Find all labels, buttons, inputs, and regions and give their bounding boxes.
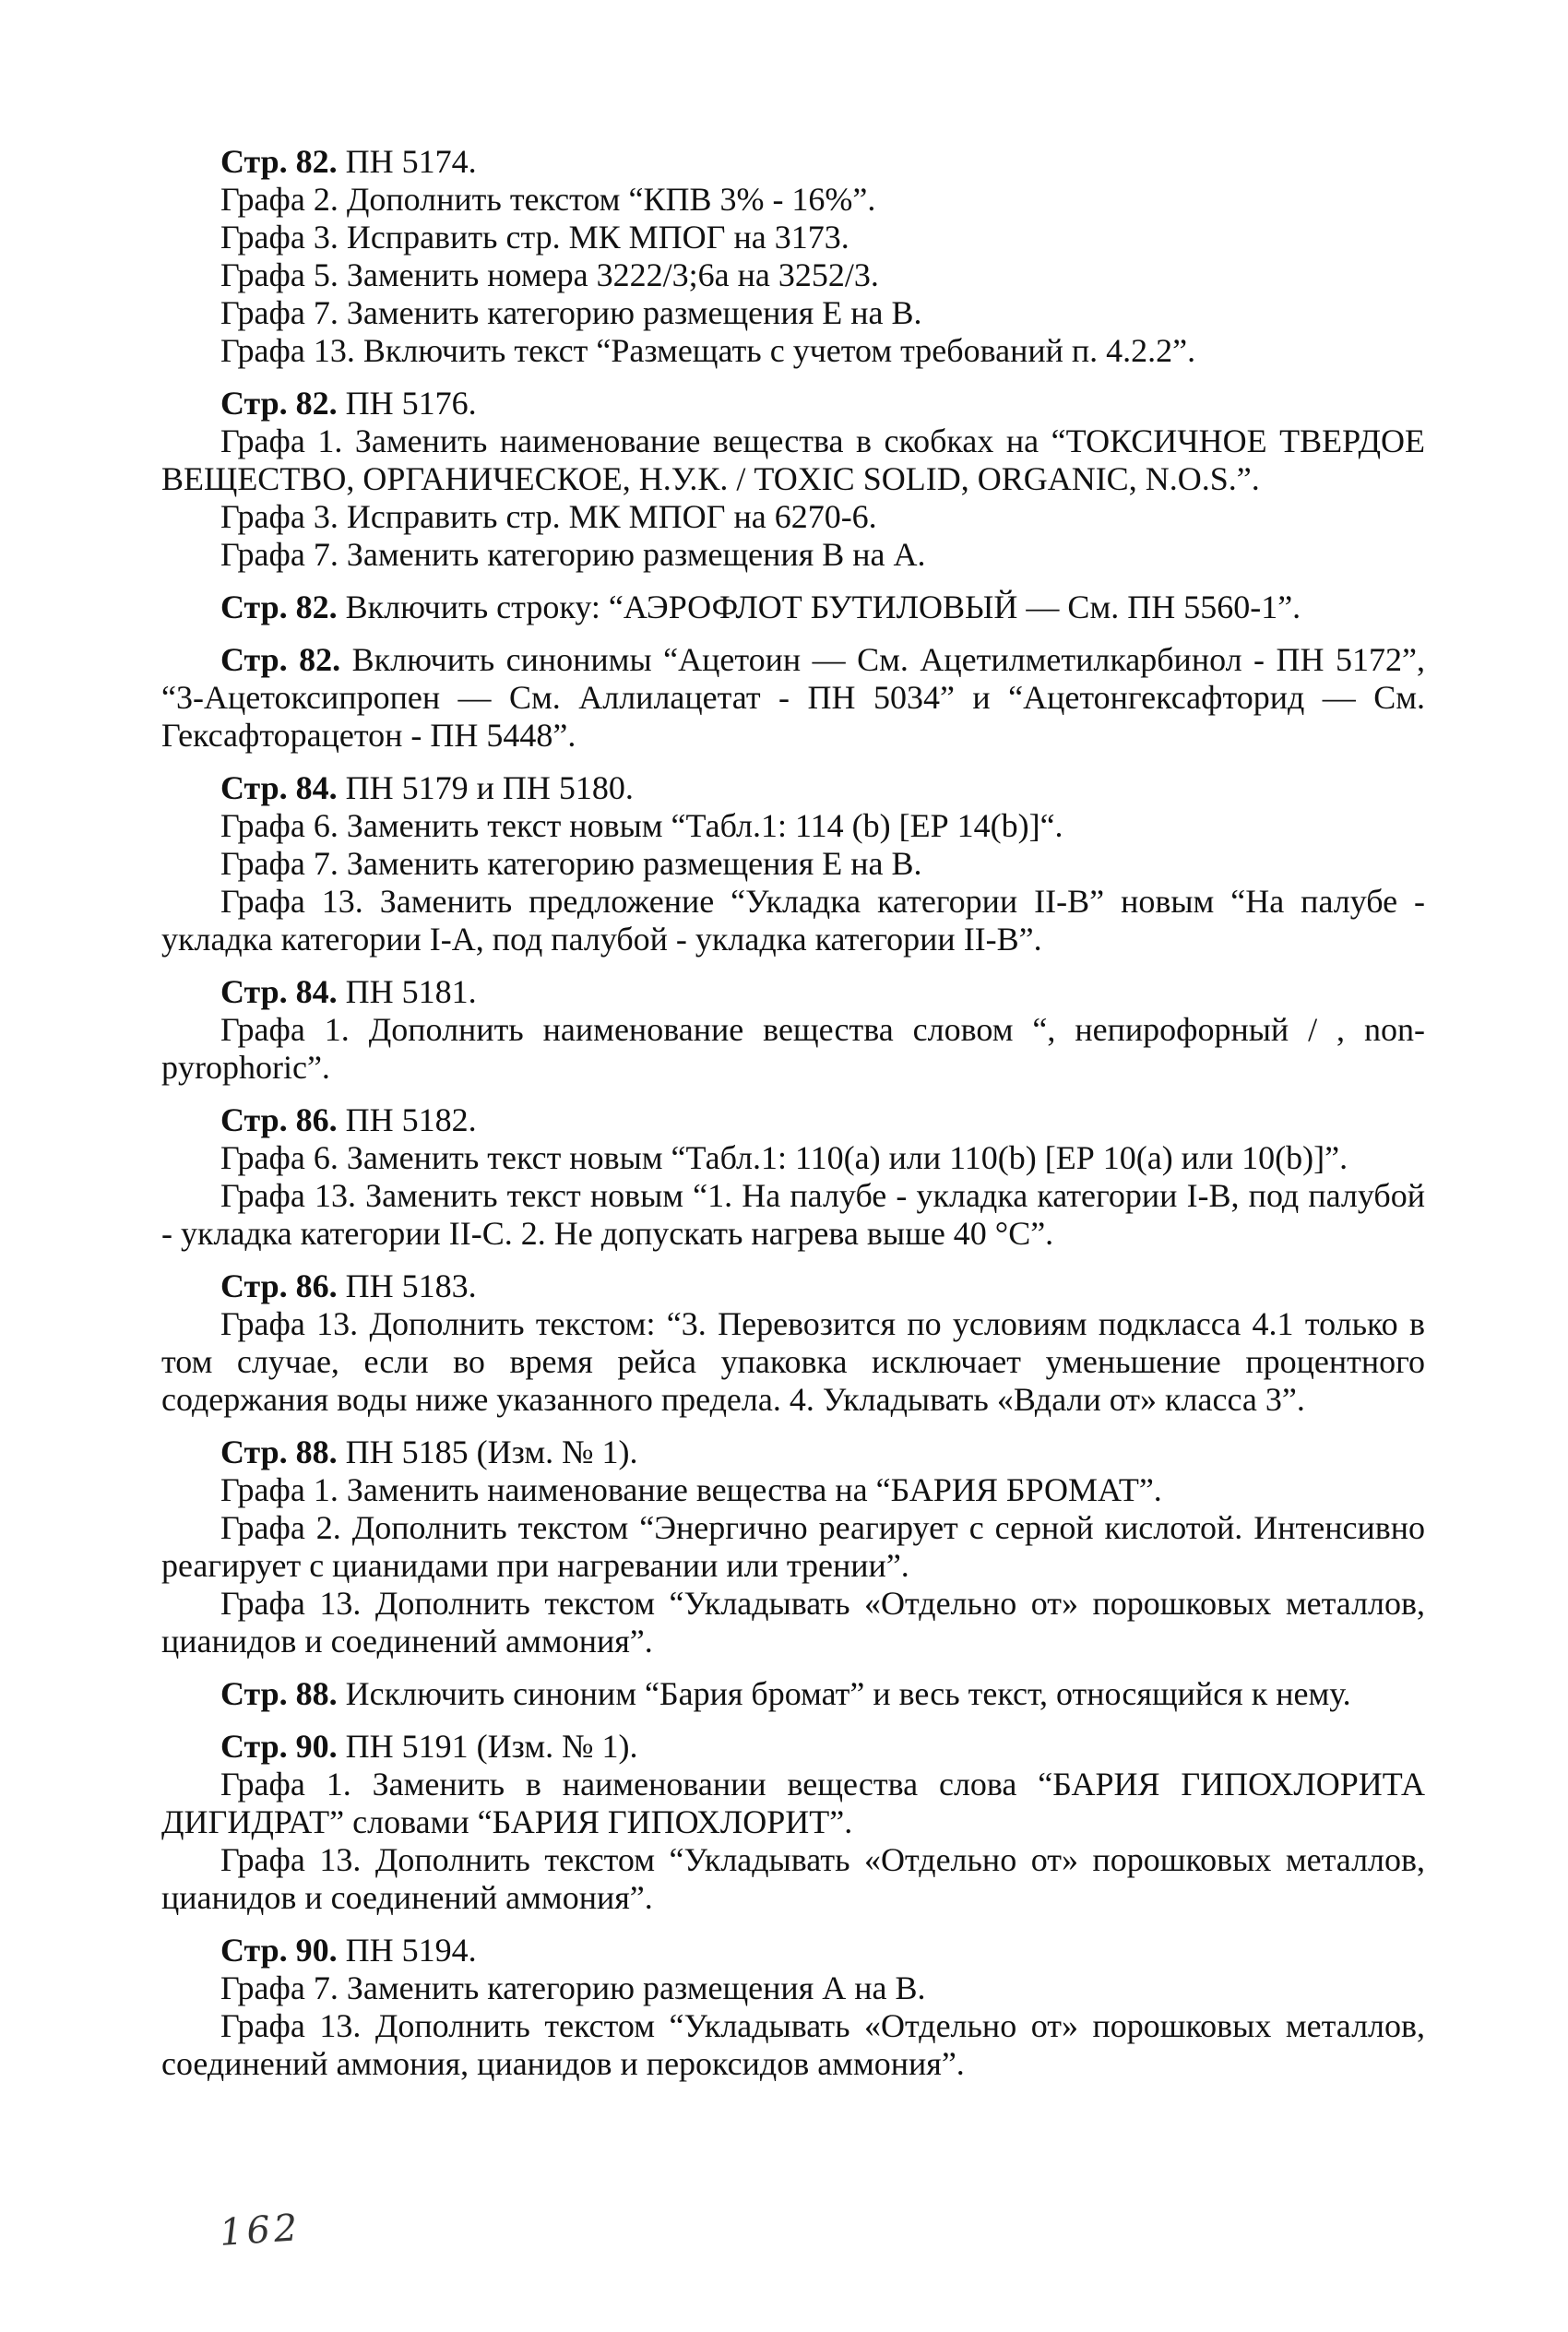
amendment-entry xyxy=(161,143,1425,370)
page-reference: Стр. 90. xyxy=(220,1932,338,1969)
column-instruction: Графа 13. Заменить текст новым “1. На палубе - укладка категории I-В, под палубой - укладка категории II-С. 2. Не допускать нагрева выше 40 °С”. xyxy=(161,1177,1425,1252)
page-reference: Стр. 82. xyxy=(220,589,338,625)
page-reference: Стр. 88. xyxy=(220,1434,338,1470)
column-instruction: Графа 1. Заменить наименование вещества на “БАРИЯ БРОМАТ”. xyxy=(220,1471,1162,1508)
page-reference: Стр. 86. xyxy=(220,1267,338,1304)
column-instruction: Графа 6. Заменить текст новым “Табл.1: 110(a) или 110(b) [ЕР 10(a) или 10(b)]”. xyxy=(220,1139,1348,1176)
entry-heading xyxy=(161,1434,1425,1471)
page-reference: Стр. 82. xyxy=(220,143,338,180)
entry-subject: ПН 5181. xyxy=(337,973,477,1010)
page-reference: Стр. 82. xyxy=(220,385,338,422)
entry-paragraph xyxy=(161,589,1425,626)
page-reference: Стр. 90. xyxy=(220,1728,338,1765)
entry-heading xyxy=(161,385,1425,422)
amendment-entry xyxy=(161,385,1425,574)
column-instruction: Графа 5. Заменить номера 3222/3;6а на 3252/3. xyxy=(220,256,879,293)
entry-subject: ПН 5179 и ПН 5180. xyxy=(337,769,634,806)
column-instruction: Графа 1. Заменить наименование вещества в скобках на “ТОКСИЧНОЕ ТВЕРДОЕ ВЕЩЕСТВО, ОРГАНИЧЕСКОЕ, Н.У.К. / TOXIC SOLID, ORGANIC, N.O.S.”. xyxy=(161,422,1425,497)
column-instruction: Графа 7. Заменить категорию размещения Е на В. xyxy=(220,845,922,882)
amendment-entry xyxy=(161,589,1425,626)
entry-heading xyxy=(161,1932,1425,1969)
amendment-entry xyxy=(161,1932,1425,2083)
column-instruction: Графа 1. Дополнить наименование вещества словом “, непирофорный / , non-pyrophoric”. xyxy=(161,1011,1425,1086)
column-instruction: Графа 13. Включить текст “Размещать с учетом требований п. 4.2.2”. xyxy=(220,332,1196,369)
amendment-entry xyxy=(161,641,1425,755)
document-body xyxy=(161,143,1425,2098)
entry-text: Включить синонимы “Ацетоин — См. Ацетилметилкарбинол - ПН 5172”, “3-Ацетоксипропен — См. Аллилацетат - ПН 5034” и “Ацетонгексафторид — См. Гексафторацетон - ПН 5448”. xyxy=(161,641,1425,754)
entry-subject: ПН 5182. xyxy=(337,1101,477,1138)
entry-subject: ПН 5194. xyxy=(337,1932,477,1969)
column-instruction: Графа 6. Заменить текст новым “Табл.1: 114 (b) [ЕР 14(b)]“. xyxy=(220,807,1063,844)
column-instruction: Графа 13. Заменить предложение “Укладка категории II-В” новым “На палубе - укладка категории I-А, под палубой - укладка категории II-В”. xyxy=(161,883,1425,958)
amendment-entry xyxy=(161,1101,1425,1253)
amendment-entry xyxy=(161,769,1425,958)
column-instruction: Графа 13. Дополнить текстом: “3. Перевозится по условиям подкласса 4.1 только в том случае, если во время рейса упаковка исключает уменьшение процентного содержания воды ниже указанного предела. 4. Укладывать «Вдали от» класса 3”. xyxy=(161,1305,1425,1418)
amendment-entry xyxy=(161,1675,1425,1713)
entry-heading xyxy=(161,769,1425,807)
column-instruction: Графа 2. Дополнить текстом “Энергично реагирует с серной кислотой. Интенсивно реагирует с цианидами при нагревании или трении”. xyxy=(161,1509,1425,1584)
page-reference: Стр. 84. xyxy=(220,973,338,1010)
page-reference: Стр. 88. xyxy=(220,1675,338,1712)
entry-heading xyxy=(161,973,1425,1011)
column-instruction: Графа 1. Заменить в наименовании вещества слова “БАРИЯ ГИПОХЛОРИТА ДИГИДРАТ” словами “БАРИЯ ГИПОХЛОРИТ”. xyxy=(161,1766,1425,1840)
column-instruction: Графа 2. Дополнить текстом “КПВ 3% - 16%”. xyxy=(220,181,876,218)
amendment-entry xyxy=(161,1728,1425,1917)
entry-text: Исключить синоним “Бария бромат” и весь текст, относящийся к нему. xyxy=(337,1675,1351,1712)
column-instruction: Графа 7. Заменить категорию размещения Е на В. xyxy=(220,294,922,331)
page-reference: Стр. 86. xyxy=(220,1101,338,1138)
column-instruction: Графа 13. Дополнить текстом “Укладывать «Отдельно от» порошковых металлов, цианидов и соединений аммония”. xyxy=(161,1841,1425,1916)
page-reference: Стр. 84. xyxy=(220,769,338,806)
entry-heading xyxy=(161,1101,1425,1139)
entry-heading xyxy=(161,1728,1425,1766)
entry-subject: ПН 5183. xyxy=(337,1267,477,1304)
handwritten-page-number: 162 xyxy=(218,2206,303,2255)
entry-text: Включить строку: “АЭРОФЛОТ БУТИЛОВЫЙ — См. ПН 5560-1”. xyxy=(337,589,1301,625)
entry-paragraph xyxy=(161,1675,1425,1713)
column-instruction: Графа 3. Исправить стр. МК МПОГ на 6270-6. xyxy=(220,498,877,535)
amendment-entry xyxy=(161,1434,1425,1660)
entry-heading xyxy=(161,143,1425,181)
entry-subject: ПН 5176. xyxy=(337,385,477,422)
amendment-entry xyxy=(161,973,1425,1087)
entry-subject: ПН 5185 (Изм. № 1). xyxy=(337,1434,638,1470)
entry-subject: ПН 5174. xyxy=(337,143,477,180)
entry-paragraph xyxy=(161,641,1425,755)
column-instruction: Графа 7. Заменить категорию размещения А на В. xyxy=(220,1969,926,2006)
amendment-entry xyxy=(161,1267,1425,1419)
column-instruction: Графа 13. Дополнить текстом “Укладывать «Отдельно от» порошковых металлов, соединений аммония, цианидов и пероксидов аммония”. xyxy=(161,2007,1425,2082)
page-reference: Стр. 82. xyxy=(220,641,341,678)
column-instruction: Графа 13. Дополнить текстом “Укладывать «Отдельно от» порошковых металлов, цианидов и соединений аммония”. xyxy=(161,1585,1425,1660)
entry-heading xyxy=(161,1267,1425,1305)
column-instruction: Графа 7. Заменить категорию размещения В на А. xyxy=(220,536,926,573)
entry-subject: ПН 5191 (Изм. № 1). xyxy=(337,1728,638,1765)
column-instruction: Графа 3. Исправить стр. МК МПОГ на 3173. xyxy=(220,219,849,256)
